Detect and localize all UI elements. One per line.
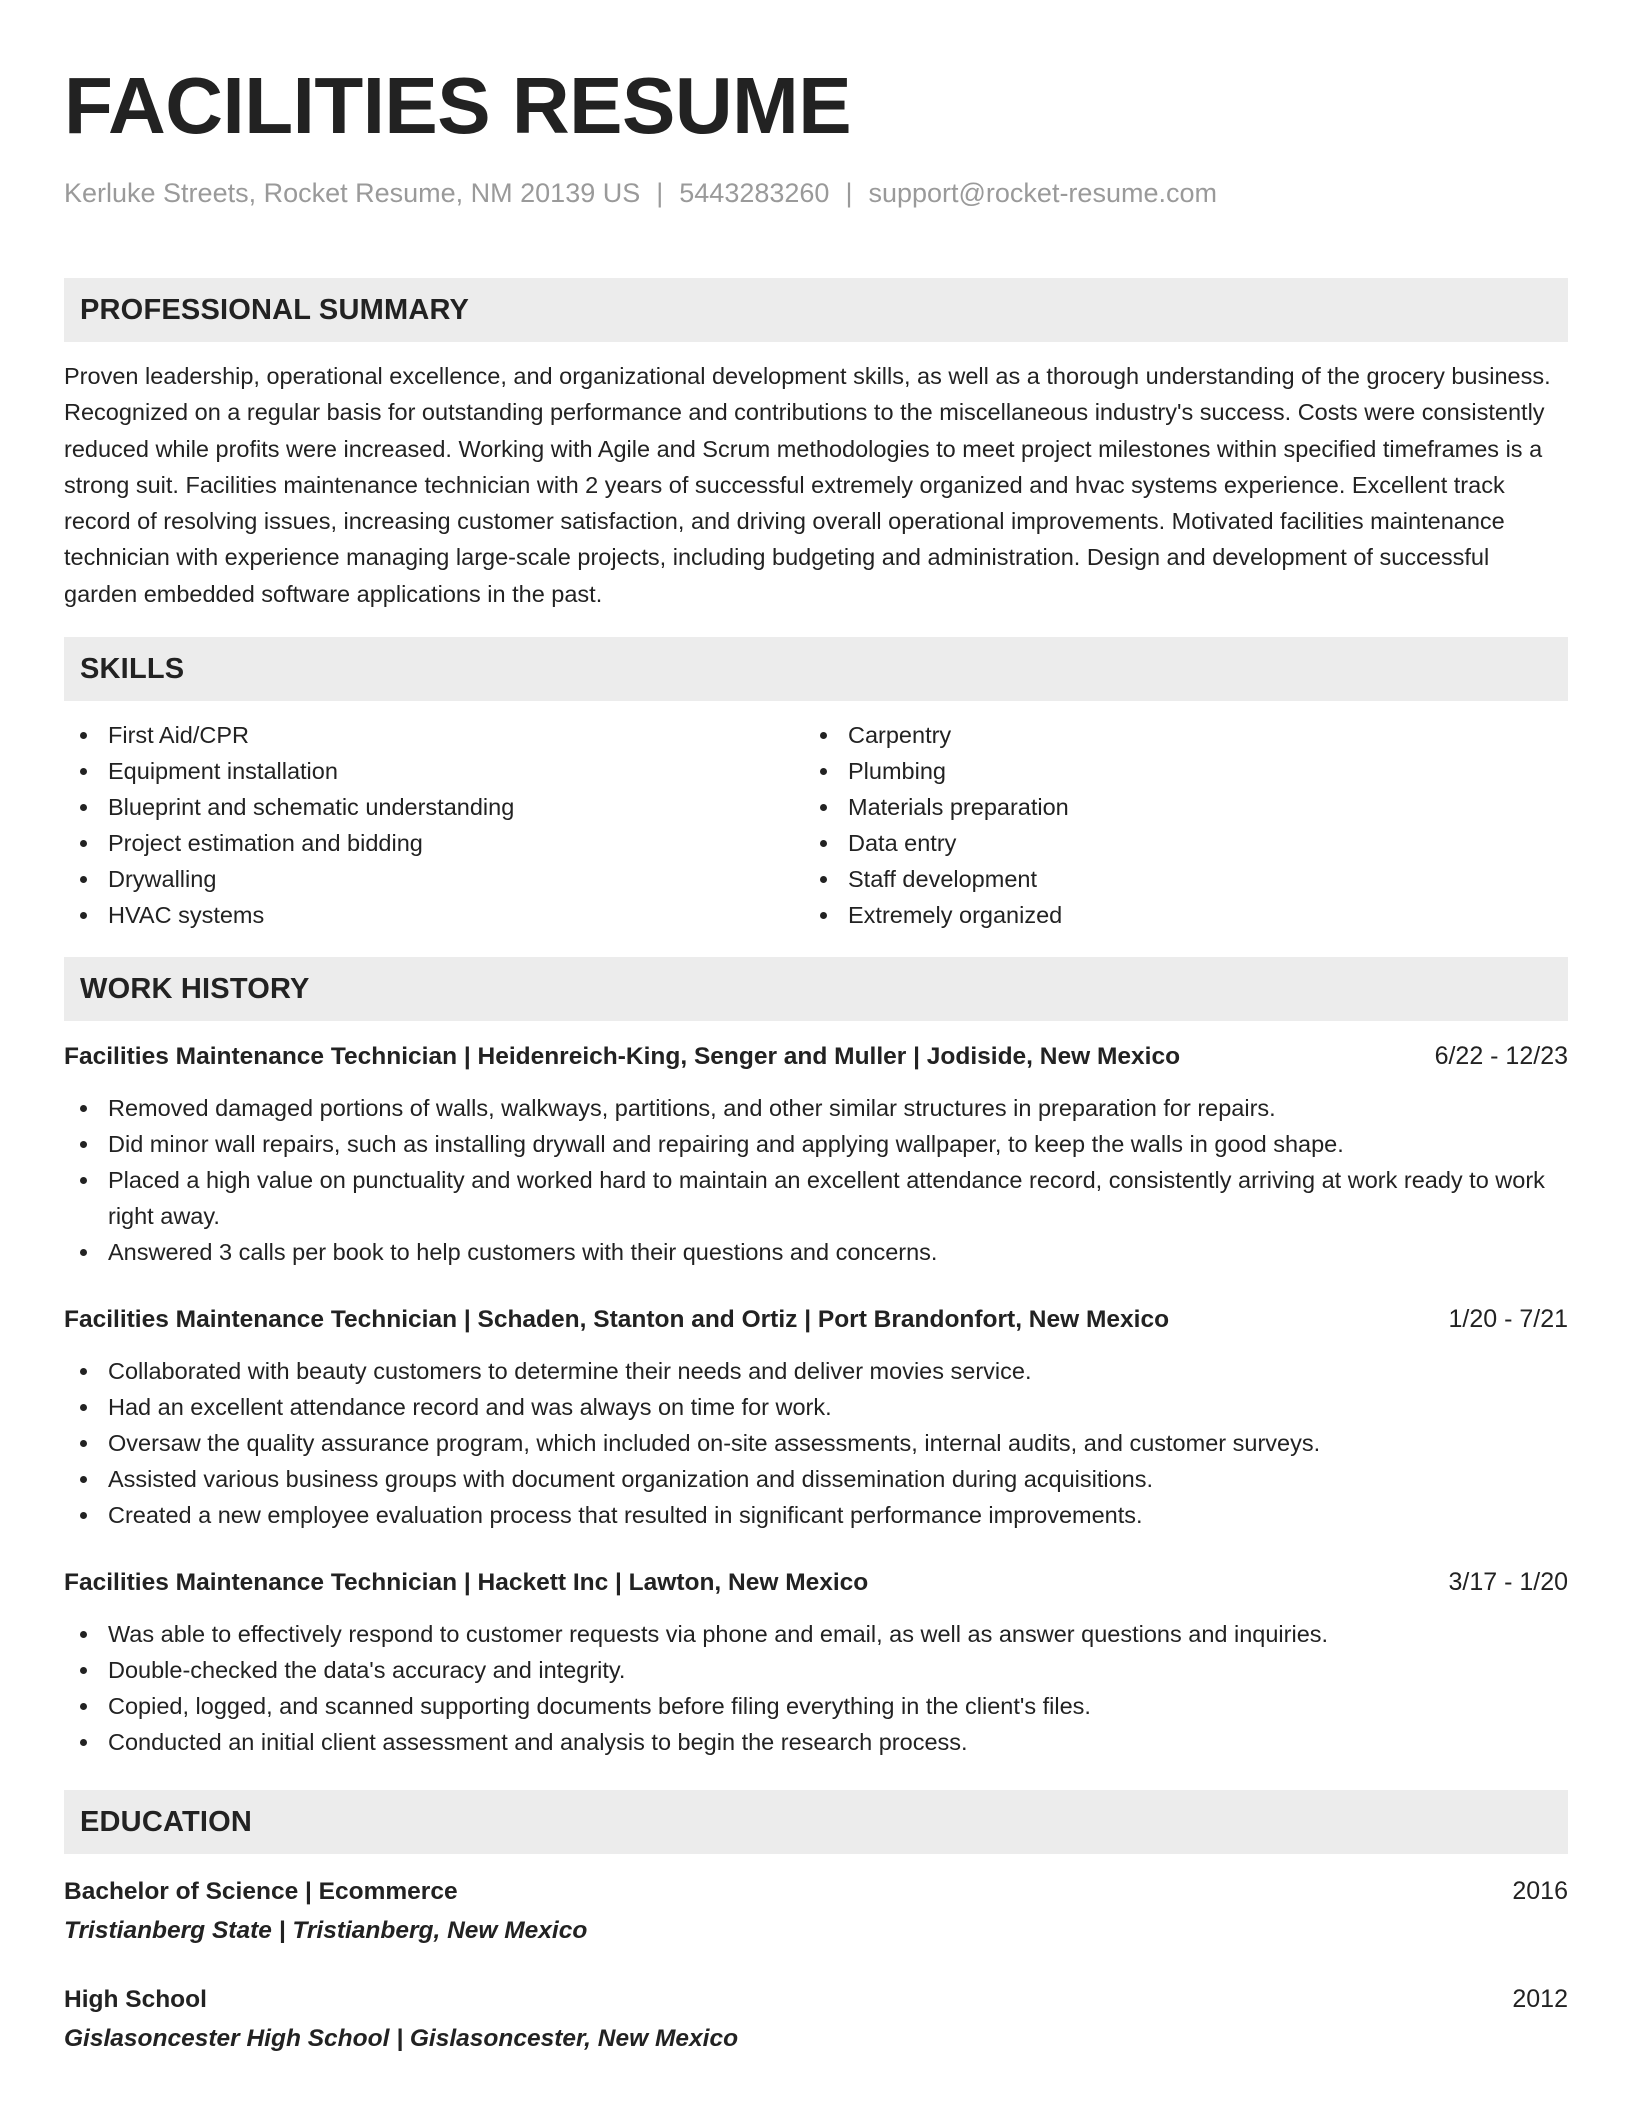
bullet-dot-icon [80,1105,87,1112]
list-item [64,1652,1568,1688]
bullet-dot-icon [80,1703,87,1710]
bullet-dot-icon [80,876,87,883]
list-item-text: Had an excellent attendance record and was always on time for work. [108,1394,832,1421]
job-dates: 6/22 - 12/23 [1434,1042,1568,1071]
bullet-dot-icon [820,876,827,883]
section-header-skills: SKILLS [64,637,1568,701]
bullet-dot-icon [80,1512,87,1519]
list-item [64,1090,1568,1126]
contact-email: support@rocket-resume.com [868,178,1217,208]
job-title: Facilities Maintenance Technician | Hackett Inc | Lawton, New Mexico [64,1569,869,1597]
list-item-text: Data entry [848,830,957,857]
list-item [64,1234,1568,1270]
list-item [804,825,1544,861]
job-entry [64,1039,1568,1270]
bullet-dot-icon [80,1739,87,1746]
section-header-summary: PROFESSIONAL SUMMARY [64,278,1568,342]
list-item-text: Staff development [848,866,1037,893]
list-item [64,1497,1568,1533]
skills-grid [64,717,1568,933]
bullet-dot-icon [80,840,87,847]
list-item [804,789,1544,825]
list-item-text: Extremely organized [848,902,1063,929]
job-entry [64,1302,1568,1533]
job-title-row [64,1302,1568,1337]
list-item [64,753,804,789]
job-entry [64,1565,1568,1760]
bullet-dot-icon [80,1177,87,1184]
job-title: Facilities Maintenance Technician | Heidenreich-King, Senger and Muller | Jodiside, New Mexico [64,1043,1181,1071]
education-degree: High School [64,1986,207,2014]
job-title-row [64,1039,1568,1074]
list-item-text: Double-checked the data's accuracy and integrity. [108,1657,626,1684]
bullet-dot-icon [80,804,87,811]
list-item-text: Created a new employee evaluation process that resulted in significant performance improvements. [108,1502,1143,1529]
list-item-text: Copied, logged, and scanned supporting documents before filing everything in the client's files. [108,1693,1091,1720]
bullet-dot-icon [80,1667,87,1674]
education-row [64,1874,1568,1909]
list-item-text: Placed a high value on punctuality and worked hard to maintain an excellent attendance record, consistently arriving at work ready to work right away. [108,1167,1545,1230]
list-item [64,1425,1568,1461]
list-item-text: HVAC systems [108,902,265,929]
bullet-dot-icon [80,1141,87,1148]
bullet-dot-icon [80,1368,87,1375]
bullet-dot-icon [80,1404,87,1411]
job-dates: 1/20 - 7/21 [1448,1305,1568,1334]
list-item-text: Project estimation and bidding [108,830,423,857]
job-title-row [64,1565,1568,1600]
list-item [64,1724,1568,1760]
education-row [64,1982,1568,2017]
contact-phone: 5443283260 [679,178,830,208]
bullet-dot-icon [80,1476,87,1483]
education-entry [64,1982,1568,2056]
list-item-text: Collaborated with beauty customers to determine their needs and deliver movies service. [108,1358,1032,1385]
list-item [804,717,1544,753]
list-item [64,789,804,825]
list-item [64,717,804,753]
list-item-text: Drywalling [108,866,217,893]
education-school: Gislasoncester High School | Gislasoncester, New Mexico [64,2025,739,2053]
job-bullets [64,1353,1568,1533]
education-year: 2016 [1512,1877,1568,1906]
list-item [64,825,804,861]
section-header-education: EDUCATION [64,1790,1568,1854]
bullet-dot-icon [820,840,827,847]
contact-line [64,176,1568,210]
list-item [64,861,804,897]
bullet-dot-icon [80,1440,87,1447]
list-item [64,1389,1568,1425]
education-school: Tristianberg State | Tristianberg, New Mexico [64,1917,588,1945]
contact-separator: | [845,178,853,208]
list-item-text: Did minor wall repairs, such as installing drywall and repairing and applying wallpaper, to keep the walls in good shape. [108,1131,1344,1158]
job-dates: 3/17 - 1/20 [1448,1568,1568,1597]
contact-address: Kerluke Streets, Rocket Resume, NM 20139 US [64,178,641,208]
list-item [804,897,1544,933]
work-history-list [64,1039,1568,1760]
bullet-dot-icon [80,1631,87,1638]
education-list [64,1874,1568,2056]
bullet-dot-icon [820,768,827,775]
bullet-dot-icon [820,732,827,739]
list-item-text: Was able to effectively respond to customer requests via phone and email, as well as answer questions and inquiries. [108,1621,1329,1648]
bullet-dot-icon [80,912,87,919]
bullet-dot-icon [80,1249,87,1256]
skills-column-left [64,717,804,933]
job-title: Facilities Maintenance Technician | Schaden, Stanton and Ortiz | Port Brandonfort, New Mexico [64,1306,1170,1334]
list-item [64,1162,1568,1234]
list-item-text: Plumbing [848,758,946,785]
resume-title: FACILITIES RESUME [64,61,852,150]
education-degree: Bachelor of Science | Ecommerce [64,1878,458,1906]
list-item [64,1126,1568,1162]
job-bullets [64,1616,1568,1760]
list-item [64,1353,1568,1389]
list-item-text: Conducted an initial client assessment and analysis to begin the research process. [108,1729,968,1756]
bullet-dot-icon [820,912,827,919]
list-item-text: Assisted various business groups with document organization and dissemination during acquisitions. [108,1466,1154,1493]
list-item [64,1461,1568,1497]
job-bullets [64,1090,1568,1270]
bullet-dot-icon [820,804,827,811]
list-item [64,897,804,933]
list-item [64,1616,1568,1652]
list-item-text: Removed damaged portions of walls, walkways, partitions, and other similar structures in preparation for repairs. [108,1095,1276,1122]
list-item-text: Answered 3 calls per book to help customers with their questions and concerns. [108,1239,938,1266]
education-entry [64,1874,1568,1948]
list-item-text: Equipment installation [108,758,338,785]
bullet-dot-icon [80,732,87,739]
contact-separator: | [656,178,664,208]
list-item-text: First Aid/CPR [108,722,250,749]
skills-column-right [804,717,1544,933]
list-item-text: Blueprint and schematic understanding [108,794,515,821]
list-item-text: Materials preparation [848,794,1069,821]
list-item [804,861,1544,897]
education-year: 2012 [1512,1985,1568,2014]
list-item-text: Oversaw the quality assurance program, which included on-site assessments, internal audits, and customer surveys. [108,1430,1321,1457]
summary-text: Proven leadership, operational excellence, and organizational development skills, as well as a thorough understanding of the grocery business. Recognized on a regular basis for outstanding performance and contributions to the miscellaneous industry's success. Costs were consistently reduced while profits were increased. Working with Agile and Scrum methodologies to meet project milestones within specified timeframes is a strong suit. Facilities maintenance technician with 2 years of successful extremely organized and hvac systems experience. Excellent track record of resolving issues, increasing customer satisfaction, and driving overall operational improvements. Motivated facilities maintenance technician with experience managing large-scale projects, including budgeting and administration. Design and development of successful garden embedded software applications in the past. [64,363,1551,607]
section-header-work-history: WORK HISTORY [64,957,1568,1021]
list-item-text: Carpentry [848,722,952,749]
list-item [64,1688,1568,1724]
bullet-dot-icon [80,768,87,775]
list-item [804,753,1544,789]
